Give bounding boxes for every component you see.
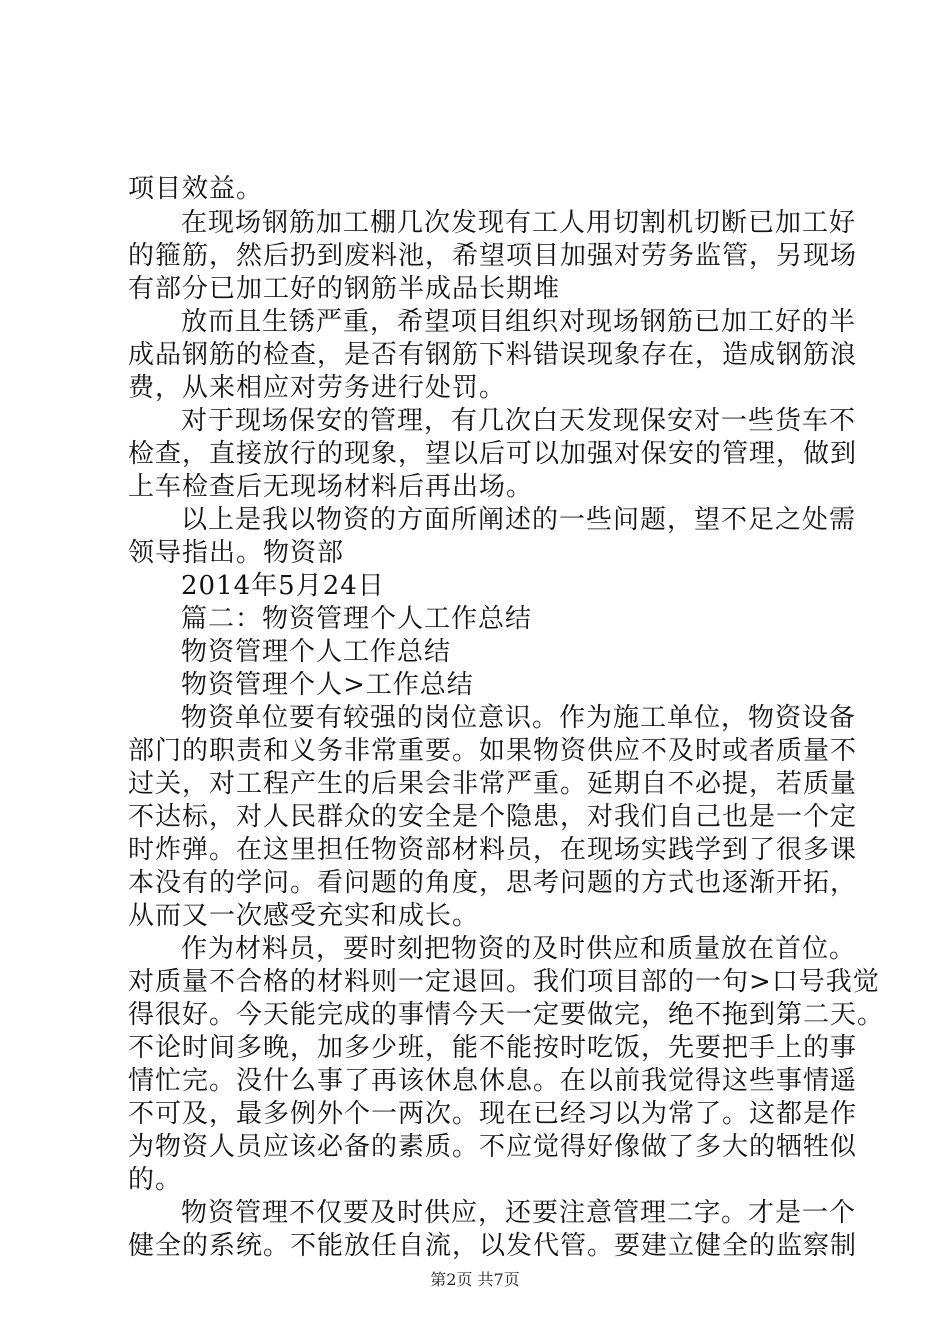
text-line: 为物资人员应该必备的素质。不应觉得好像做了多大的牺牲似 <box>128 1132 858 1162</box>
text-line: 本没有的学问。看问题的角度，思考问题的方式也逐渐开拓， <box>128 868 858 898</box>
text-line: 得很好。今天能完成的事情今天一定要做完，绝不拖到第二天。 <box>128 1000 885 1030</box>
text-line: 在现场钢筋加工棚几次发现有工人用切割机切断已加工好 <box>181 208 857 238</box>
text-line: 物资管理不仅要及时供应，还要注意管理二字。才是一个 <box>181 1198 857 1228</box>
text-line: 检查，直接放行的现象，望以后可以加强对保安的管理，做到 <box>128 439 858 469</box>
text-line: 情忙完。没什么事了再该休息休息。在以前我觉得这些事情遥 <box>128 1066 858 1096</box>
section-subtitle: 物资管理个人>工作总结 <box>181 670 474 700</box>
text-line: 不达标，对人民群众的安全是个隐患，对我们自己也是一个定 <box>128 802 858 832</box>
text-line: 的箍筋，然后扔到废料池，希望项目加强对劳务监管，另现场 <box>128 241 858 271</box>
text-line: 对于现场保安的管理，有几次白天发现保安对一些货车不 <box>181 406 857 436</box>
text-line: 部门的职责和义务非常重要。如果物资供应不及时或者质量不 <box>128 736 858 766</box>
text-line: 领导指出。物资部 <box>128 538 345 568</box>
text-line: 物资单位要有较强的岗位意识。作为施工单位，物资设备 <box>181 703 857 733</box>
section-title: 物资管理个人工作总结 <box>181 637 452 667</box>
text-line: 时炸弹。在这里担任物资部材料员，在现场实践学到了很多课 <box>128 835 858 865</box>
text-line: 有部分已加工好的钢筋半成品长期堆 <box>128 274 561 304</box>
text-line: 以上是我以物资的方面所阐述的一些问题，望不足之处需 <box>181 505 857 535</box>
text-line: 放而且生锈严重，希望项目组织对现场钢筋已加工好的半 <box>181 307 857 337</box>
text-line: 过关，对工程产生的后果会非常严重。延期自不必提，若质量 <box>128 769 858 799</box>
text-line: 从而又一次感受充实和成长。 <box>128 901 480 931</box>
text-line: 项目效益。 <box>128 174 264 204</box>
page-footer: 第2页 共7页 <box>430 1270 520 1289</box>
section-heading: 篇二：物资管理个人工作总结 <box>181 604 533 634</box>
text-line: 不论时间多晚，加多少班，能不能按时吃饭，先要把手上的事 <box>128 1033 858 1063</box>
text-line: 的。 <box>128 1165 183 1195</box>
text-line: 上车检查后无现场材料后再出场。 <box>128 472 534 502</box>
text-line: 不可及，最多例外个一两次。现在已经习以为常了。这都是作 <box>128 1099 858 1129</box>
text-line: 费，从来相应对劳务进行处罚。 <box>128 373 507 403</box>
text-line: 对质量不合格的材料则一定退回。我们项目部的一句>口号我觉 <box>128 967 880 997</box>
text-line: 作为材料员，要时刻把物资的及时供应和质量放在首位。 <box>181 934 857 964</box>
text-line: 成品钢筋的检查，是否有钢筋下料错误现象存在，造成钢筋浪 <box>128 340 858 370</box>
date-line: 2014年5月24日 <box>181 571 385 601</box>
text-line: 健全的系统。不能放任自流，以发代管。要建立健全的监察制 <box>128 1231 858 1261</box>
